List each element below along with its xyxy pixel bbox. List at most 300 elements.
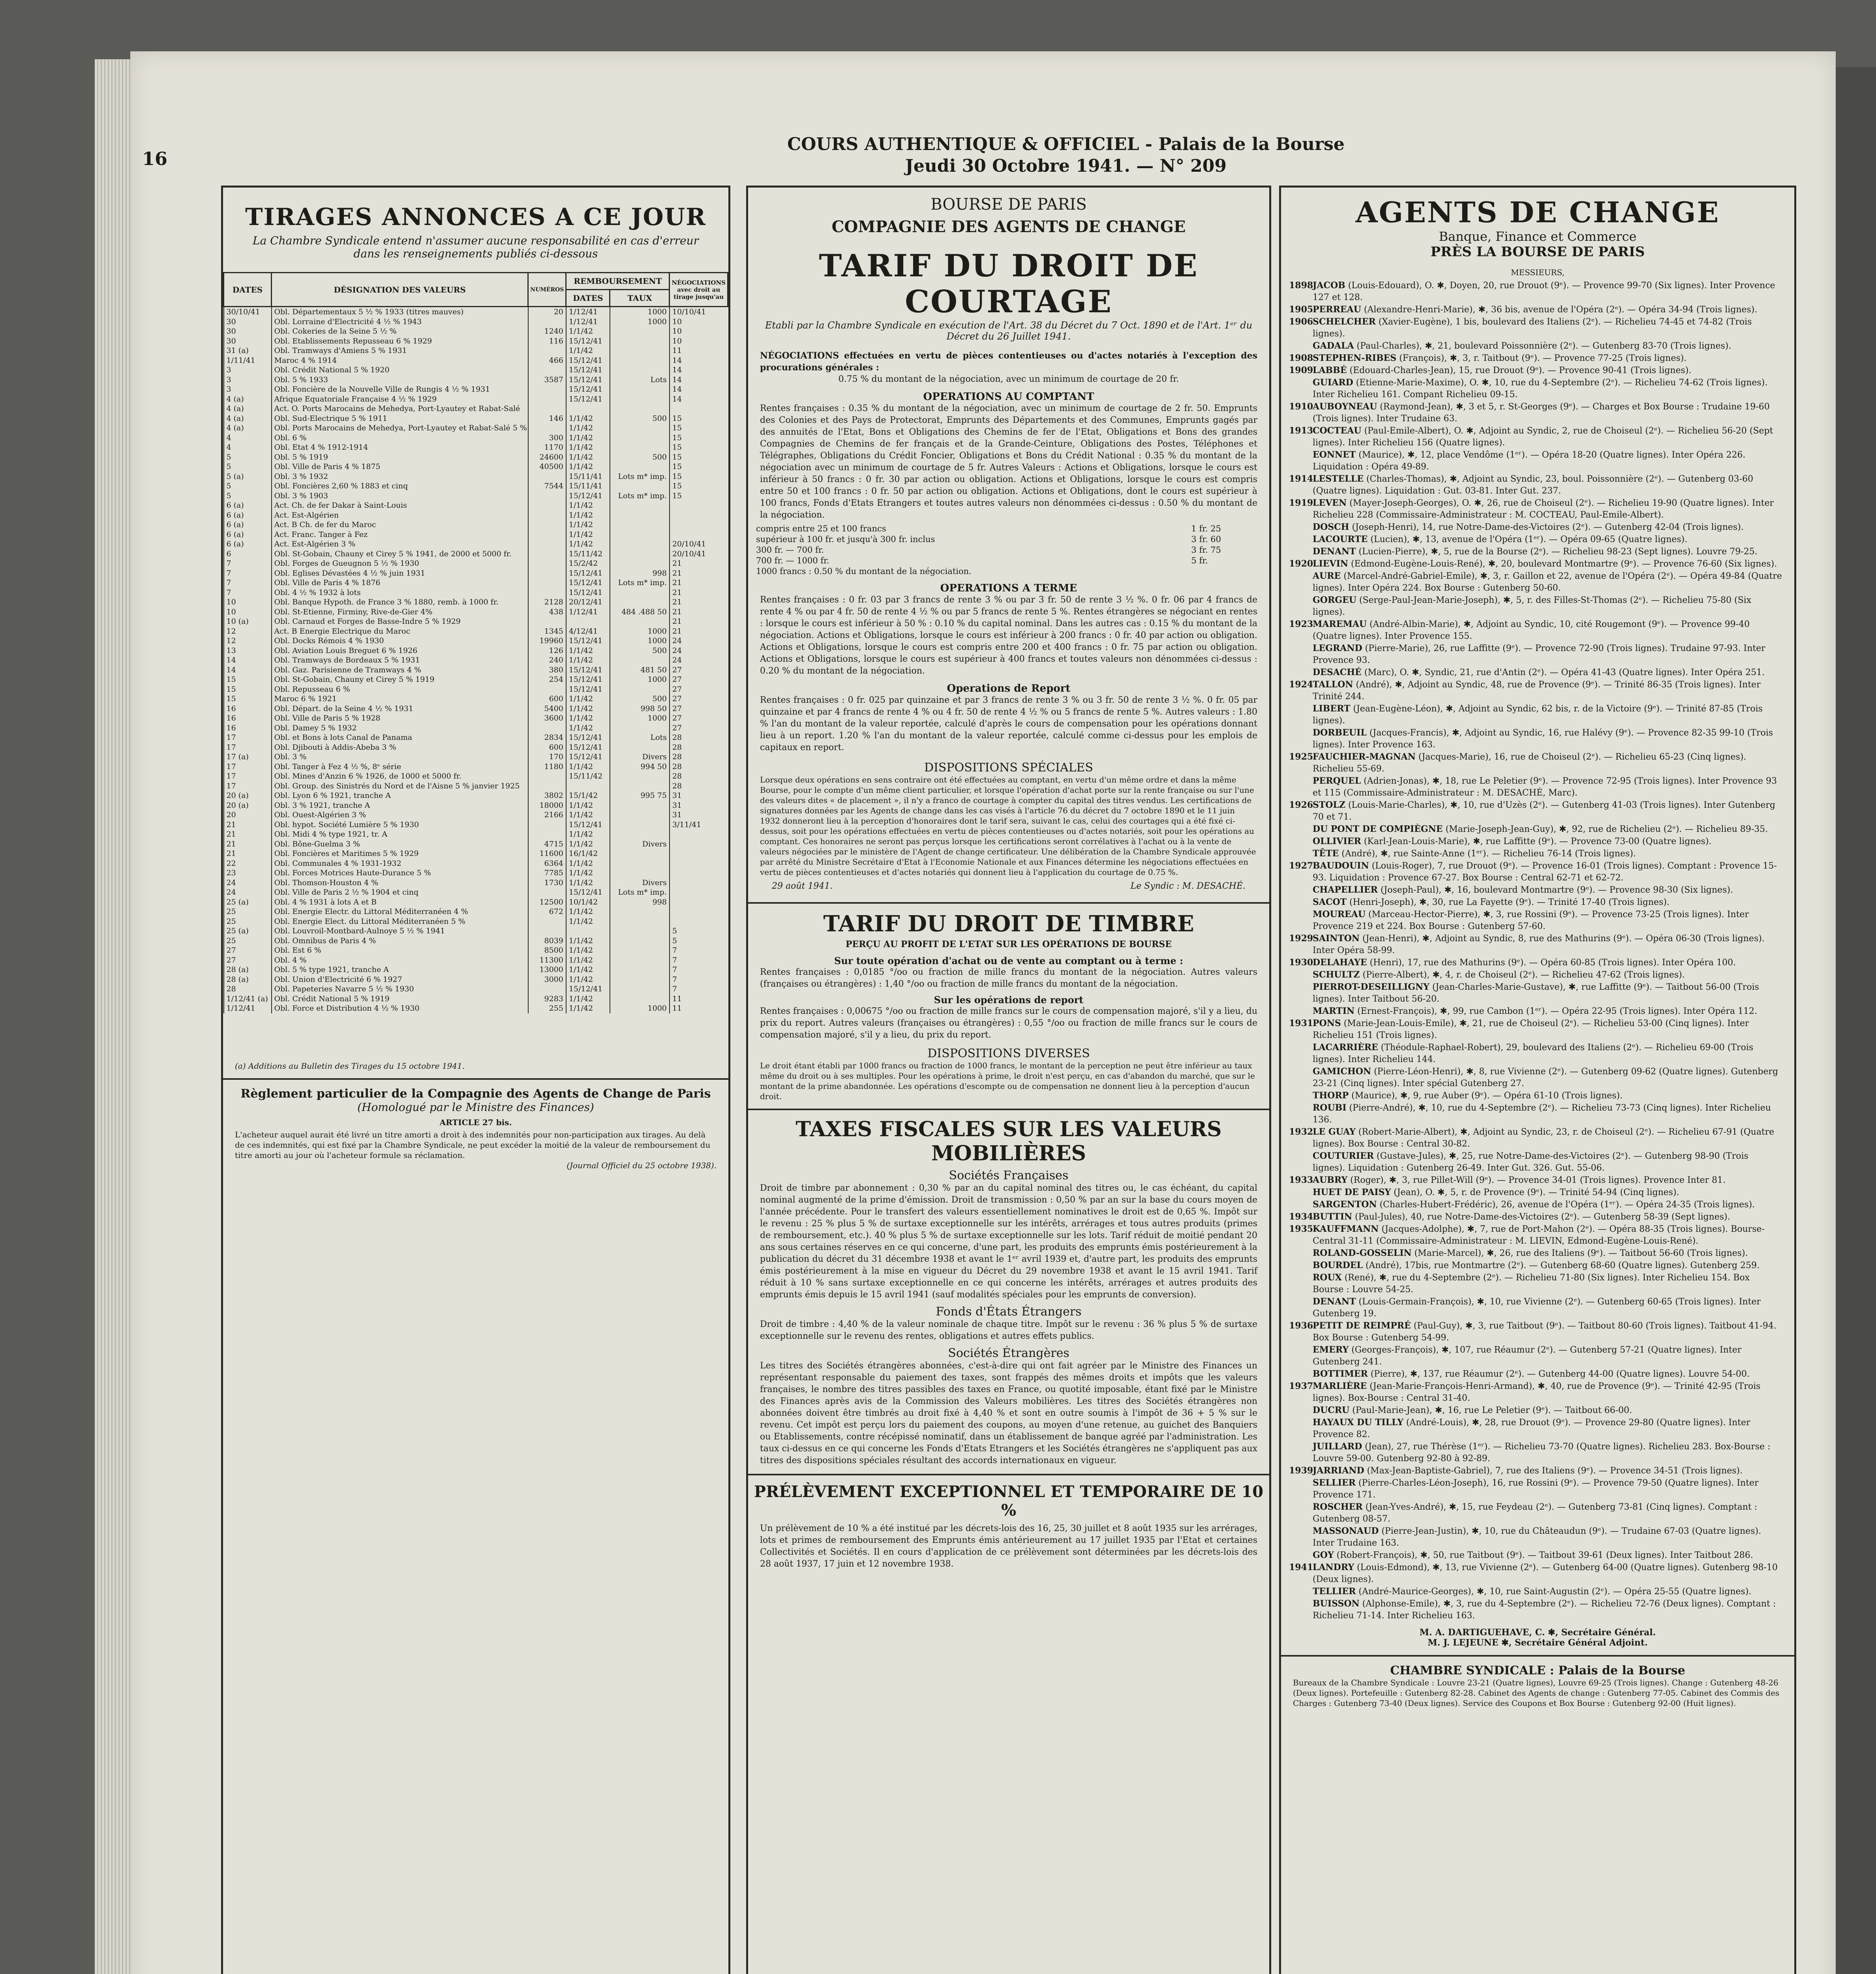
draw-date: 14 [224, 665, 272, 675]
agent-address: (Paul-Jules), 40, rue Notre-Dame-des-Victoires (2ᵉ). — Gutenberg 58-39 (Sept lignes). [1355, 1212, 1730, 1222]
agent-entry [1281, 1296, 1794, 1320]
draw-repay-date: 1/1/42 [566, 955, 610, 965]
agent-address: (André), ✱, rue Sainte-Anne (1ᵉʳ). — Richelieu 76-14 (Trois lignes). [1341, 849, 1636, 859]
draw-negotiation: 14 [670, 356, 728, 366]
agent-year [1289, 1441, 1313, 1465]
agent-name: DELAHAYE [1313, 957, 1367, 968]
agent-address: (Marcel-André-Gabriel-Emile), ✱, 3, r. Gaillon et 22, avenue de l'Opéra (2ᵉ). — Opéra 49-84 (Quatre lignes). Inter Opéra 224. Box Bourse : Gutenberg 50-60. [1313, 571, 1782, 593]
draw-date: 28 (a) [224, 975, 272, 985]
bourse-kicker: BOURSE DE PARIS [930, 195, 1087, 214]
draw-date: 30 [224, 336, 272, 346]
draw-negotiation [670, 849, 728, 859]
agent-details [1313, 1150, 1782, 1174]
draw-designation: Obl. 6 % [272, 433, 528, 443]
agent-year [1289, 835, 1313, 848]
agent-address: (Georges-François), ✱, 107, rue Réaumur (2ᵉ). — Gutenberg 57-21 (Quatre lignes). Inter Gutenberg 241. [1313, 1345, 1742, 1367]
agent-name: SARGENTON [1313, 1199, 1377, 1210]
courtage-intro2: 0.75 % du montant de la négociation, avec un minimum de courtage de 20 fr. [838, 374, 1179, 384]
draw-negotiation: 21 [670, 569, 728, 578]
draw-row [224, 472, 728, 482]
draw-negotiation [670, 510, 728, 520]
agent-year [1289, 1090, 1313, 1102]
agent-entry [1281, 1586, 1794, 1598]
draw-rate: Lots m* imp. [610, 472, 670, 482]
draw-rate [610, 984, 670, 994]
draw-rate: Lots [610, 375, 670, 385]
agent-address: (Joseph-Henri), 14, rue Notre-Dame-des-Victoires (2ᵉ). — Gutenberg 42-04 (Trois lignes). [1352, 522, 1744, 532]
draw-numbers: 8039 [528, 936, 566, 946]
draw-designation: Obl. Midi 4 % type 1921, tr. A [272, 829, 528, 839]
draw-date: 31 (a) [224, 346, 272, 356]
timbre-h2: Sur les opérations de report [934, 994, 1084, 1006]
draw-numbers [528, 559, 566, 569]
agent-address: (Jacques-Adolphe), ✱, 7, rue de Port-Mahon (2ᵉ). — Opéra 88-35 (Trois lignes). Bourse-Central 31-11 (Commissaire-Administrateur : M. LIEVIN, Edmond-Eugène-Louis-René). [1313, 1224, 1765, 1246]
courtage-subtitle: Etabli par la Chambre Syndicale en exécution de l'Art. 38 du Décret du 7 Oct. 1890 et de l'Art. 1ᵉʳ du Décret du 26 Juillet 1941. [765, 320, 1253, 342]
draw-numbers [528, 346, 566, 356]
reglement-title: Règlement particulier de la Compagnie des Agents de Change de Paris [240, 1086, 711, 1101]
reglement-article: ARTICLE 27 bis. [439, 1117, 512, 1127]
fee-row [748, 566, 1269, 577]
draw-row [224, 829, 728, 839]
draw-repay-date: 1/12/41 [566, 607, 610, 617]
agent-year: 1920 [1289, 559, 1313, 569]
agent-address: (Pierre-Charles-Léon-Joseph), 16, rue Rossini (9ᵉ). — Provence 79-50 (Quatre lignes). Inter Provence 171. [1313, 1478, 1759, 1500]
draw-negotiation [670, 530, 728, 540]
draw-negotiation: 28 [670, 752, 728, 762]
agent-details [1313, 1247, 1748, 1259]
draw-repay-date: 1/1/42 [566, 1004, 610, 1013]
draw-repay-date: 15/12/41 [566, 888, 610, 897]
agent-name: GOY [1313, 1550, 1334, 1560]
draw-designation: Act. Est-Algérien 3 % [272, 539, 528, 549]
agent-address: (René), ✱, rue du 4-Septembre (2ᵉ). — Richelieu 71-80 (Six lignes). Inter Richelieu 154. Box Bourse : Louvre 54-25. [1313, 1273, 1750, 1295]
draw-date: 7 [224, 588, 272, 598]
draw-date: 4 [224, 443, 272, 452]
agent-year [1289, 377, 1313, 401]
col-taux: TAUX [610, 290, 670, 307]
agent-entry [1281, 1525, 1794, 1549]
draw-numbers: 4715 [528, 839, 566, 849]
page-stack-edge [95, 59, 130, 1974]
agent-address: (Etienne-Marie-Maxime), O. ✱, 10, rue du 4-Septembre (2ᵉ). — Richelieu 74-62 (Trois lignes). Inter Richelieu 161. Compant Richelieu 09-15. [1313, 378, 1768, 400]
draw-rate: 995 75 [610, 791, 670, 801]
agent-year [1289, 1199, 1313, 1211]
agent-year [1289, 1525, 1313, 1549]
draw-row [224, 481, 728, 491]
agent-entry [1281, 1005, 1794, 1017]
taxes-title: TAXES FISCALES SUR LES VALEURS MOBILIÈRES [795, 1117, 1222, 1165]
agent-address: (Charles-Thomas), ✱, Adjoint au Syndic, 23, boul. Poissonnière (2ᵉ). — Gutenberg 03-60 (Quatre lignes). Liquidation : Gut. 03-81. Inter Gut. 237. [1313, 474, 1753, 496]
draw-repay-date: 1/1/42 [566, 829, 610, 839]
agent-name: PIERROT-DESEILLIGNY [1313, 982, 1430, 992]
draw-row [224, 685, 728, 694]
draw-date: 6 (a) [224, 539, 272, 549]
draw-repay-date: 15/12/41 [566, 375, 610, 385]
agent-year [1289, 1549, 1313, 1561]
draw-date: 4 (a) [224, 404, 272, 414]
draw-rate [610, 462, 670, 472]
draw-repay-date: 1/1/42 [566, 530, 610, 540]
draw-negotiation: 15 [670, 481, 728, 491]
draw-designation: Obl. Aviation Louis Breguet 6 % 1926 [272, 646, 528, 656]
agent-year [1289, 594, 1313, 618]
draw-row [224, 849, 728, 859]
agent-year [1289, 340, 1313, 352]
draw-numbers: 18000 [528, 801, 566, 811]
col-remboursement: REMBOURSEMENT [566, 273, 670, 290]
draw-repay-date: 15/12/41 [566, 365, 610, 375]
agent-address: (Karl-Jean-Louis-Marie), ✱, rue Laffitte (9ᵉ). — Provence 73-00 (Quatre lignes). [1364, 837, 1712, 846]
agent-year [1289, 896, 1313, 908]
draw-row [224, 694, 728, 704]
draw-date: 3 [224, 385, 272, 394]
draw-rate [610, 597, 670, 607]
draw-negotiation [670, 520, 728, 530]
agent-details [1313, 1501, 1782, 1525]
agent-entry [1281, 1344, 1794, 1368]
draw-designation: Obl. Départementaux 5 ½ % 1933 (titres mauves) [272, 307, 528, 317]
terme-title: OPERATIONS A TERME [940, 582, 1077, 594]
agent-address: (Edmond-Eugène-Louis-René), ✱, 20, boulevard Montmartre (9ᵉ). — Provence 76-60 (Six lignes). [1351, 559, 1777, 569]
agent-entry [1281, 1102, 1794, 1126]
draw-repay-date: 1/1/42 [566, 859, 610, 869]
draw-row [224, 723, 728, 733]
draw-date: 30 [224, 326, 272, 336]
draw-negotiation: 28 [670, 762, 728, 772]
timbre-subtitle: PERÇU AU PROFIT DE L'ETAT SUR LES OPÉRATIONS DE BOURSE [845, 939, 1172, 949]
draw-rate [610, 588, 670, 598]
agent-details [1313, 835, 1711, 848]
draw-designation: Obl. 3 % [272, 752, 528, 762]
agent-details [1313, 377, 1782, 401]
draw-repay-date [566, 926, 610, 936]
draw-negotiation: 20/10/41 [670, 549, 728, 559]
agent-address: (Pierre-Léon-Henri), ✱, 8, rue Vivienne (2ᵉ). — Gutenberg 09-62 (Quatre lignes). Gutenberg 23-21 (Cinq lignes). Inter spécial Gutenberg 27. [1313, 1067, 1778, 1088]
agent-name: DORBEUIL [1313, 728, 1367, 738]
agent-address: (Jean), O. ✱, 5, r. de Provence (9ᵉ). — Trinité 54-94 (Cinq lignes). [1394, 1188, 1679, 1197]
fee-amount [1183, 566, 1269, 577]
draw-numbers: 1180 [528, 762, 566, 772]
draw-numbers [528, 365, 566, 375]
draw-rate: 1000 [610, 675, 670, 685]
draw-date: 20 (a) [224, 791, 272, 801]
agent-year [1289, 969, 1313, 981]
agent-entry [1281, 1477, 1794, 1501]
agent-details [1313, 280, 1782, 304]
agent-name: GAMICHON [1313, 1066, 1371, 1077]
draw-rate [610, 394, 670, 404]
draw-negotiation: 31 [670, 810, 728, 820]
draw-numbers: 1170 [528, 443, 566, 452]
draw-numbers: 40500 [528, 462, 566, 472]
draw-row [224, 859, 728, 869]
draw-negotiation: 14 [670, 365, 728, 375]
draw-repay-date: 1/1/42 [566, 946, 610, 955]
draw-row [224, 452, 728, 462]
draw-repay-date: 1/1/42 [566, 723, 610, 733]
timbre-title: TARIF DU DROIT DE TIMBRE [823, 911, 1194, 937]
draw-numbers: 3802 [528, 791, 566, 801]
agent-name: PONS [1313, 1018, 1341, 1028]
draw-row [224, 385, 728, 394]
draw-rate [610, 365, 670, 375]
draw-repay-date: 1/1/42 [566, 501, 610, 510]
draw-numbers: 240 [528, 655, 566, 665]
draw-repay-date: 1/1/42 [566, 462, 610, 472]
agent-name: SACOT [1313, 897, 1347, 907]
agent-address: (Maurice), ✱, 9, rue Auber (9ᵉ). — Opéra 61-10 (Trois lignes). [1351, 1091, 1623, 1101]
draw-designation: Obl. Lorraine d'Electricité 4 ½ % 1943 [272, 317, 528, 327]
draw-designation: Act. Ch. de fer Dakar à Saint-Louis [272, 501, 528, 510]
agent-entry [1281, 1150, 1794, 1174]
agent-year: 1919 [1289, 498, 1313, 508]
draw-row [224, 559, 728, 569]
draw-negotiation: 21 [670, 578, 728, 588]
draw-designation: Obl. Energie Electr. du Littoral Méditerranéen 4 % [272, 907, 528, 917]
agent-details [1313, 969, 1685, 981]
draw-repay-date: 1/1/42 [566, 520, 610, 530]
draw-rate [610, 423, 670, 433]
draw-repay-date: 4/12/41 [566, 627, 610, 636]
draw-rate: 500 [610, 452, 670, 462]
agent-details [1313, 703, 1782, 727]
fee-amount: 3 fr. 60 [1191, 535, 1221, 544]
draw-date: 17 (a) [224, 752, 272, 762]
draw-numbers: 146 [528, 414, 566, 424]
draw-repay-date: 1/1/42 [566, 878, 610, 888]
agent-details [1313, 908, 1782, 933]
draw-date: 25 [224, 907, 272, 917]
agent-address: (François), ✱, 3, r. Taitbout (9ᵉ). — Provence 77-25 (Trois lignes). [1399, 353, 1687, 363]
draw-date: 10 [224, 597, 272, 607]
draw-numbers [528, 423, 566, 433]
draw-numbers: 3000 [528, 975, 566, 985]
draw-designation: Obl. Ville de Paris 4 % 1876 [272, 578, 528, 588]
agent-details [1313, 1211, 1730, 1223]
draw-row [224, 771, 728, 781]
agent-details [1313, 933, 1782, 957]
agent-address: (André-Maurice-Georges), ✱, 10, rue Saint-Augustin (2ᵉ). — Opéra 25-55 (Quatre lignes). [1358, 1587, 1752, 1597]
draw-row [224, 975, 728, 985]
draw-date: 5 [224, 462, 272, 472]
draw-negotiation: 15 [670, 443, 728, 452]
draw-numbers: 7785 [528, 868, 566, 878]
agent-address: (Serge-Paul-Jean-Marie-Joseph), ✱, 5, r. des Filles-St-Thomas (2ᵉ). — Richelieu 75-80 (Six lignes). [1313, 595, 1752, 617]
draw-repay-date: 1/1/42 [566, 762, 610, 772]
agent-entry [1281, 364, 1794, 377]
agent-entry [1281, 570, 1794, 594]
draw-negotiation: 10/10/41 [670, 307, 728, 317]
fee-row [748, 534, 1269, 545]
draw-date: 25 (a) [224, 897, 272, 907]
draw-designation: Obl. Ouest-Algérien 3 % [272, 810, 528, 820]
agent-entry [1281, 1501, 1794, 1525]
draw-designation: Obl. Mines d'Anzin 6 % 1926, de 1000 et 5000 fr. [272, 771, 528, 781]
agent-entry [1281, 969, 1794, 981]
draw-repay-date: 1/1/42 [566, 839, 610, 849]
draw-row [224, 443, 728, 452]
draws-note: (a) Additions au Bulletin des Tirages du 15 octobre 1941. [235, 1061, 465, 1071]
agent-details [1313, 799, 1782, 823]
draw-negotiation: 11 [670, 994, 728, 1004]
draw-designation: Obl. Est 6 % [272, 946, 528, 955]
fee-row [748, 555, 1269, 566]
draw-numbers: 20 [528, 307, 566, 317]
draw-row [224, 356, 728, 366]
draw-date: 28 [224, 984, 272, 994]
draw-rate: Divers [610, 878, 670, 888]
draw-numbers [528, 404, 566, 414]
draw-numbers [528, 520, 566, 530]
agent-details [1313, 1549, 1753, 1561]
draw-negotiation: 20/10/41 [670, 539, 728, 549]
draw-date: 15 [224, 694, 272, 704]
draw-row [224, 394, 728, 404]
draw-negotiation [670, 404, 728, 414]
agent-year: 1909 [1289, 365, 1313, 375]
draw-row [224, 926, 728, 936]
agent-address: (Gustave-Jules), ✱, 25, rue Notre-Dame-des-Victoires (2ᵉ). — Gutenberg 98-90 (Trois lignes). Liquidation : Gutenberg 26-49. Inter Gut. 326. Gut. 55-06. [1313, 1151, 1748, 1173]
draw-repay-date: 1/1/42 [566, 414, 610, 424]
draw-row [224, 414, 728, 424]
draw-rate [610, 443, 670, 452]
agent-address: (Maurice), ✱, 12, place Vendôme (1ᵉʳ). — Opéra 18-20 (Quatre lignes). Inter Opéra 226. Liquidation : Opéra 49-89. [1313, 450, 1746, 472]
agent-name: LABBÉ [1313, 365, 1347, 375]
draw-repay-date: 1/1/42 [566, 868, 610, 878]
draw-designation: Obl. Forces Motrices Haute-Durance 5 % [272, 868, 528, 878]
agent-name: ROLAND-GOSSELIN [1313, 1248, 1412, 1258]
draw-designation: Obl. Ville de Paris 5 % 1928 [272, 713, 528, 723]
agent-address: (Théodule-Raphael-Robert), 29, boulevard des Italiens (2ᵉ). — Richelieu 69-00 (Trois lignes). Inter Richelieu 144. [1313, 1043, 1754, 1064]
draw-date: 12 [224, 627, 272, 636]
col-designation: DÉSIGNATION DES VALEURS [272, 273, 528, 307]
draw-negotiation [670, 888, 728, 897]
draw-negotiation [670, 917, 728, 927]
draw-rate [610, 559, 670, 569]
draw-date: 17 [224, 733, 272, 743]
draw-repay-date: 15/11/42 [566, 549, 610, 559]
draw-negotiation: 7 [670, 946, 728, 955]
draw-date: 6 (a) [224, 501, 272, 510]
draw-numbers: 7544 [528, 481, 566, 491]
fee-row [748, 545, 1269, 555]
draw-repay-date: 15/12/41 [566, 733, 610, 743]
agent-details [1313, 981, 1782, 1005]
agent-address: (Raymond-Jean), ✱, 3 et 5, r. St-Georges (9ᵉ). — Charges et Box Bourse : Trudaine 19-60 (Trois lignes). Inter Trudaine 63. [1313, 402, 1770, 424]
draw-date: 7 [224, 559, 272, 569]
agent-address: (Louis-Germain-François), ✱, 10, rue Vivienne (2ᵉ). — Gutenberg 60-65 (Trois lignes). Inter Gutenberg 19. [1313, 1297, 1761, 1319]
draw-designation: Obl. et Bons à lots Canal de Panama [272, 733, 528, 743]
draw-designation: Obl. Etablissements Repusseau 6 % 1929 [272, 336, 528, 346]
agent-name: CHAPELLIER [1313, 885, 1378, 895]
agent-name: OLLIVIER [1313, 836, 1361, 846]
draw-negotiation: 28 [670, 733, 728, 743]
agent-year: 1913 [1289, 426, 1313, 436]
draw-negotiation: 21 [670, 617, 728, 627]
comptant-text: Rentes françaises : 0.35 % du montant de la négociation, avec un minimum de courtage de 2 fr. 50. Emprunts des Colonies et des Pays de Protectorat, Emprunts des Départements et des Communes, Emprunts gagés par des annuités de l'Etat, Bons et Obligations des Chemins de fer de l'Etat, Obligations et Bons des grandes Compagnies de Chemins de fer français et de la Grande-Ceinture, Obligations des Postes, Téléphones et Télégraphes, Obligations du Crédit Foncier, Obligations et Bons du Crédit National : 0.35 % du montant de la négociation avec un minimum de courtage de 5 fr. Autres Valeurs : Actions et Obligations, lorsque le cours est inférieur à 50 francs : 0 fr. 30 par action ou obligation. Actions et Obligations, lorsque le cours est compris entre 50 et 100 francs : 0 fr. 50 par action ou obligation. Actions et Obligations, dont le cours est supérieur à 100 francs, Fonds d'Etats Etrangers et toutes autres valeurs non dénommées ci-dessus : 0.50 % du montant de la négociation. [760, 403, 1257, 520]
draw-date: 5 [224, 491, 272, 501]
agent-year: 1939 [1289, 1465, 1313, 1476]
agent-entry [1281, 558, 1794, 570]
draw-row [224, 569, 728, 578]
agent-name: LACARRIÈRE [1313, 1042, 1378, 1053]
draw-date: 15 [224, 675, 272, 685]
draw-date: 17 [224, 743, 272, 752]
draw-numbers: 600 [528, 743, 566, 752]
draw-repay-date: 1/1/42 [566, 907, 610, 917]
agents-column [1279, 186, 1796, 1974]
draw-designation: Obl. Eglises Dévastées 4 ½ % juin 1931 [272, 569, 528, 578]
agent-address: (Mayer-Joseph-Georges), O. ✱, 26, rue de Choiseul (2ᵉ). — Richelieu 19-90 (Quatre lignes). Inter Richelieu 228 (Commissaire-Administrateur : M. COCTEAU, Paul-Emile-Albert). [1313, 498, 1774, 520]
agent-address: (Paul-Marie-Jean), ✱, 16, rue Le Peletier (9ᵉ). — Taitbout 66-00. [1352, 1405, 1632, 1415]
draw-row [224, 578, 728, 588]
draw-designation: Obl. Tramways d'Amiens 5 % 1931 [272, 346, 528, 356]
draw-rate [610, 404, 670, 414]
draw-numbers: 466 [528, 356, 566, 366]
reglement-ref: (Journal Officiel du 25 octobre 1938). [567, 1160, 717, 1170]
agent-details [1313, 1368, 1750, 1380]
draw-row [224, 549, 728, 559]
draw-designation: Obl. Group. des Sinistrés du Nord et de l'Aisne 5 % janvier 1925 [272, 781, 528, 791]
agent-address: (Louis-Roger), 7, rue Drouot (9ᵉ). — Provence 16-01 (Trois lignes). Comptant : Provence 15-93. Liquidation : Provence 67-27. Box Bourse : Central 62-71 et 62-72. [1313, 861, 1777, 883]
draw-rate [610, 955, 670, 965]
agent-entry [1281, 352, 1794, 364]
agent-name: MARTIN [1313, 1006, 1355, 1016]
agent-name: EONNET [1313, 450, 1356, 460]
agent-address: (Marc), O. ✱, Syndic, 21, rue d'Antin (2ᵉ). — Opéra 41-43 (Quatre lignes). Inter Opéra 251. [1364, 668, 1765, 677]
draw-designation: Obl. Force et Distribution 4 ½ % 1930 [272, 1004, 528, 1013]
draw-row [224, 955, 728, 965]
draw-row [224, 617, 728, 627]
draw-designation: Obl. 3 % 1903 [272, 491, 528, 501]
draw-numbers [528, 917, 566, 927]
draw-row [224, 907, 728, 917]
draw-numbers: 126 [528, 646, 566, 656]
draw-designation: Obl. Thomson-Houston 4 % [272, 878, 528, 888]
agent-address: (Pierre-Jean-Justin), ✱, 10, rue du Châteaudun (9ᵉ). — Trudaine 67-03 (Quatre lignes). Inter Trudaine 163. [1313, 1526, 1762, 1548]
agent-year: 1931 [1289, 1018, 1313, 1028]
draw-negotiation: 27 [670, 685, 728, 694]
draw-numbers [528, 394, 566, 404]
draw-negotiation: 5 [670, 936, 728, 946]
agent-entry [1281, 848, 1794, 860]
agent-address: (Adrien-Jonas), ✱, 18, rue Le Peletier (9ᵉ). — Provence 72-95 (Trois lignes). Inter Provence 93 et 115 (Commissaire-Administrateur : M. DESACHÉ, Marc). [1313, 776, 1777, 798]
agent-entry [1281, 751, 1794, 775]
taxes-etr-title: Fonds d'États Étrangers [936, 1305, 1082, 1319]
draw-negotiation: 24 [670, 636, 728, 646]
draw-date: 6 (a) [224, 520, 272, 530]
draw-repay-date: 1/1/42 [566, 646, 610, 656]
agents-list [1281, 280, 1794, 1622]
courtage-title: TARIF DU DROIT DE COURTAGE [819, 248, 1199, 320]
draw-row [224, 597, 728, 607]
agent-entry [1281, 1174, 1794, 1186]
agent-name: DUCRU [1313, 1405, 1350, 1415]
draw-rate [610, 975, 670, 985]
draw-rate: 1000 [610, 1004, 670, 1013]
draw-numbers [528, 781, 566, 791]
draw-rate [610, 481, 670, 491]
draw-negotiation: 28 [670, 771, 728, 781]
draw-designation: Obl. Papeteries Navarre 5 ½ % 1930 [272, 984, 528, 994]
draw-numbers [528, 317, 566, 327]
draw-designation: Act. O. Ports Marocains de Mehedya, Port-Lyautey et Rabat-Salé [272, 404, 528, 414]
agent-entry [1281, 775, 1794, 799]
agent-details [1313, 679, 1782, 703]
agent-details [1313, 570, 1782, 594]
agent-details [1313, 884, 1733, 896]
draw-designation: Maroc 4 % 1914 [272, 356, 528, 366]
